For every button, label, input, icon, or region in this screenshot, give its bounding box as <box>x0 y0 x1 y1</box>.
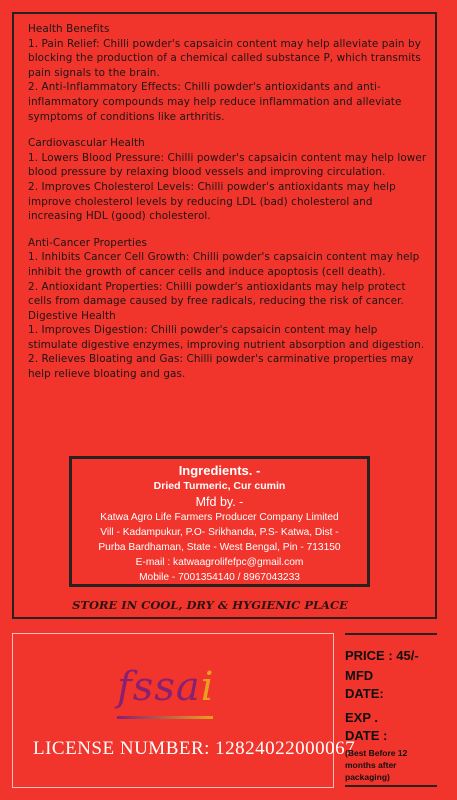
ingredients-title: Ingredients. - <box>178 463 261 478</box>
fssai-logo-underline <box>117 716 213 719</box>
section-title-cardiovascular: Cardiovascular Health <box>28 137 145 150</box>
best-before-note: (Best Before 12 months after packaging) <box>345 748 408 782</box>
benefit-bloating: 2. Relieves Bloating and Gas: Chilli powder's carminative properties may help relieve bloating and gas. <box>28 353 414 381</box>
license-number: LICENSE NUMBER: 12824022000067 <box>33 738 356 759</box>
fssai-logo <box>117 664 215 710</box>
manufacturer-name: Katwa Agro Life Farmers Producer Company Limited <box>100 512 339 523</box>
section-title-anti-cancer: Anti-Cancer Properties <box>28 236 148 249</box>
benefit-cancer-growth: 1. Inhibits Cancer Cell Growth: Chilli powder's capsaicin content may help inhibit the growth of cancer cells and induce apoptosis (cell death). <box>28 251 420 278</box>
section-title-digestive: Digestive Health <box>28 309 116 322</box>
manufacturer-title: Mfd by. - <box>195 495 244 509</box>
storage-instruction: STORE IN COOL, DRY & HYGIENIC PLACE <box>72 598 348 612</box>
ingredients-box <box>69 456 370 587</box>
exp-date-label: DATE : <box>345 728 388 743</box>
mfd-label: MFD <box>345 668 374 683</box>
manufacturer-address-line1: Vill - Kadampukur, P.O- Srikhanda, P.S- Katwa, Dist - <box>100 527 339 538</box>
exp-label: EXP . <box>345 710 379 725</box>
fssai-box <box>12 633 356 788</box>
fssai-logo-i: i <box>200 664 215 710</box>
benefit-antioxidant: 2. Antioxidant Properties: Chilli powder's antioxidants may help protect cells from damage caused by free radicals, reducing the risk of cancer. <box>28 280 406 308</box>
benefit-cholesterol: 2. Improves Cholesterol Levels: Chilli powder's antioxidants may help improve cholesterol levels by reducing LDL (bad) cholesterol and increasing HDL (good) cholesterol. <box>28 180 396 223</box>
benefit-digestion: 1. Improves Digestion: Chilli powder's capsaicin content may help stimulate digestive enzymes, improving nutrient absorption and digestion. <box>28 324 425 351</box>
manufacturer-mobile: Mobile - 7001354140 / 8967043233 <box>139 572 300 583</box>
ingredients-value: Dried Turmeric, Cur cumin <box>153 480 286 492</box>
price-label: PRICE : 45/- <box>345 648 419 663</box>
mfd-date-label: DATE: <box>345 686 384 701</box>
fssai-logo-text: fssa <box>117 664 201 710</box>
section-title-health-benefits: Health Benefits <box>28 23 110 35</box>
manufacturer-address-line2: Purba Bardhaman, State - West Bengal, Pin - 713150 <box>98 542 341 553</box>
benefit-pain-relief: 1. Pain Relief: Chilli powder's capsaicin content may help alleviate pain by blocking the production of a chemical called substance P, which transmits pain signals to the brain. <box>28 37 421 79</box>
benefit-blood-pressure: 1. Lowers Blood Pressure: Chilli powder's capsaicin content may help lower blood pressure by relaxing blood vessels and improving circulation. <box>28 151 427 179</box>
health-benefits-text <box>28 22 428 382</box>
benefit-anti-inflammatory: 2. Anti-Inflammatory Effects: Chilli powder's antioxidants and anti-inflammatory compounds may help reduce inflammation and alleviate symptoms of conditions like arthritis. <box>28 81 402 123</box>
manufacturer-email: E-mail : katwaagrolifefpc@gmail.com <box>135 557 304 568</box>
price-panel <box>345 633 437 787</box>
